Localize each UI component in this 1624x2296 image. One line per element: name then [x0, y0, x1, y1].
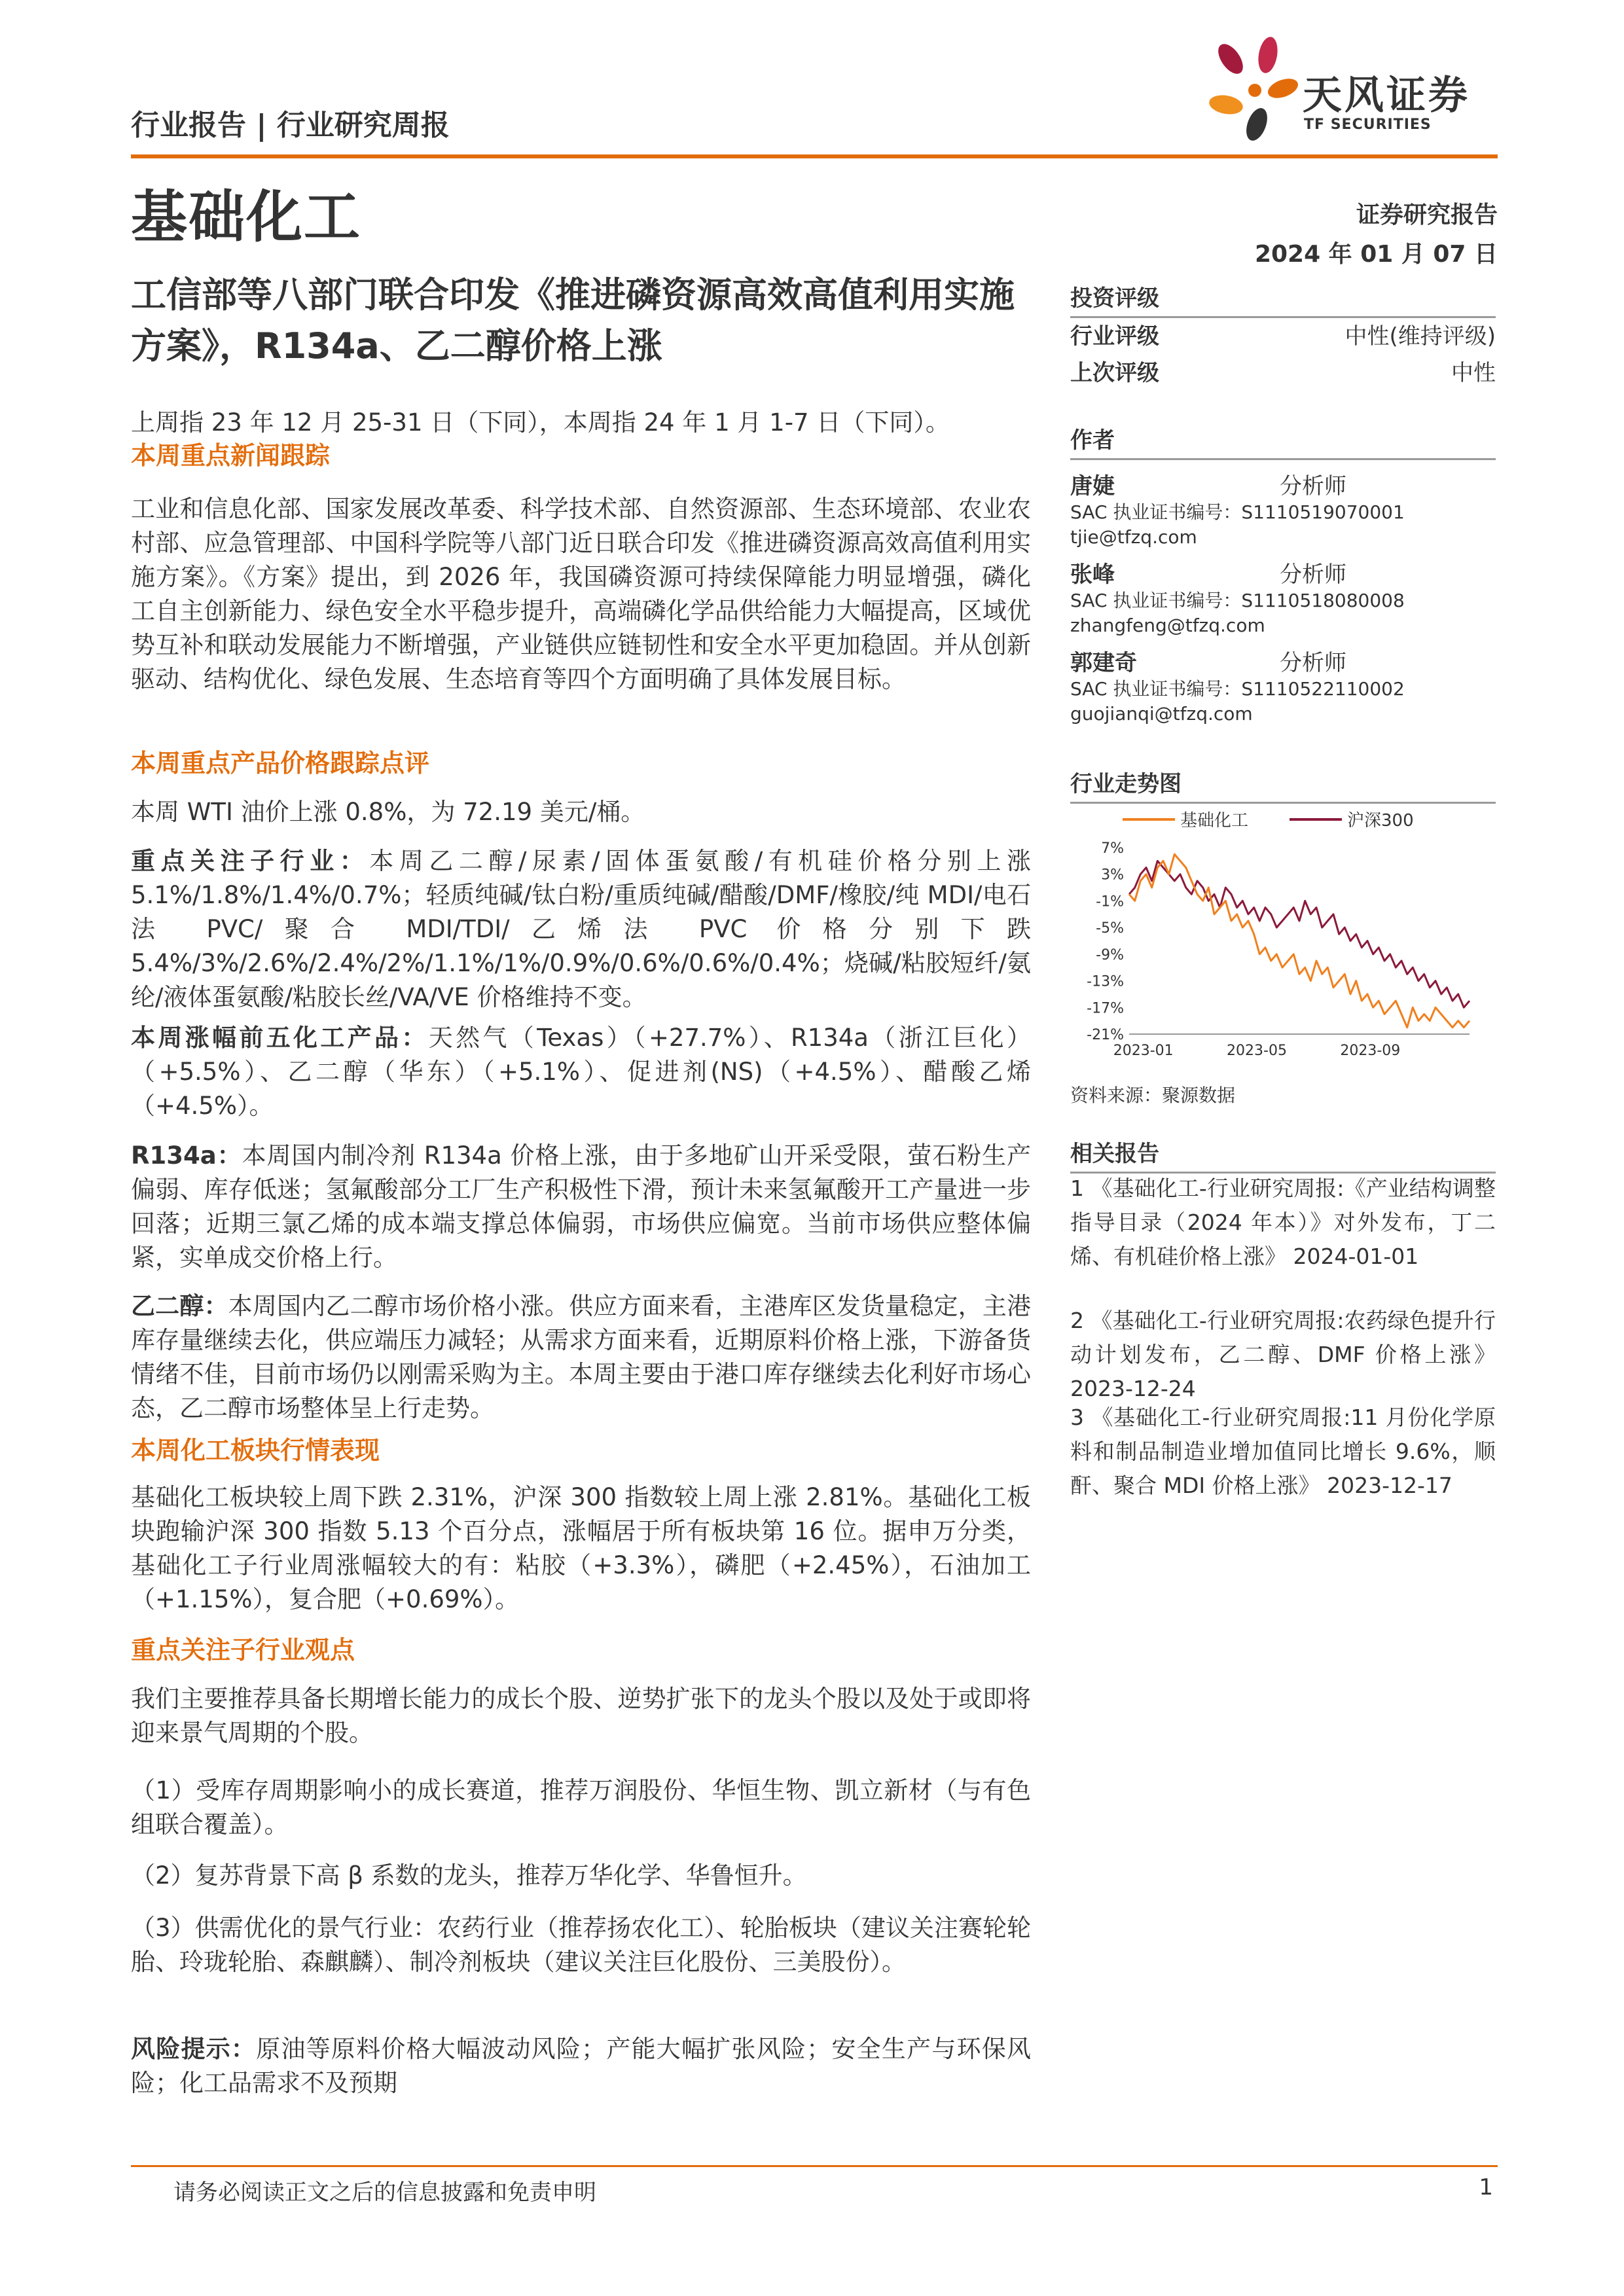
- meg-body: 本周国内乙二醇市场价格小涨。供应方面来看，主港库区发货量稳定，主港库存量继续去化，供应端压力减轻；从需求方面来看，近期原料价格上涨，下游备货情绪不佳，目前市场仍以刚需采购为主。本周主要由于港口库存继续去化利好市场心态，乙二醇市场整体呈上行走势。: [131, 1292, 1032, 1422]
- price-heading: 本周重点产品价格跟踪点评: [131, 749, 430, 778]
- author-role: 分析师: [1280, 562, 1346, 588]
- footer-divider: [131, 2165, 1498, 2167]
- rating-label: 上次评级: [1070, 360, 1159, 386]
- rating-label: 行业评级: [1070, 323, 1159, 350]
- header-divider: [131, 154, 1498, 158]
- market-heading: 本周化工板块行情表现: [131, 1436, 380, 1465]
- y-tick-label: -17%: [1087, 1000, 1124, 1017]
- risk-body: 原油等原料价格大幅波动风险；产能大幅扩张风险；安全生产与环保风险；化工品需求不及预期: [131, 2035, 1032, 2097]
- view-item-3: （3）供需优化的景气行业：农药行业（推荐扬农化工）、轮胎板块（建议关注赛轮轮胎、玲珑轮胎、森麒麟）、制冷剂板块（建议关注巨化股份、三美股份）。: [131, 1914, 1031, 1976]
- related-report-item[interactable]: 3 《基础化工-行业研究周报:11 月份化学原料和制品制造业增加值同比增长 9.6%，顺酐、聚合 MDI 价格上涨》 2023-12-17: [1070, 1405, 1496, 1498]
- industry-trend-chart: [1070, 802, 1496, 1070]
- author-name: 郭建奇: [1070, 650, 1137, 676]
- rating-value: 中性(维持评级): [1344, 323, 1496, 350]
- rating-row: [1070, 355, 1496, 391]
- r134a-body: 本周国内制冷剂 R134a 价格上涨，由于多地矿山开采受限，萤石粉生产偏弱、库存低迷；氢氟酸部分工厂生产积极性下滑，预计未来氢氟酸开工产量进一步回落；近期三氯乙烯的成本端支撑总体偏弱，市场供应偏宽。当前市场供应整体偏紧，实单成交价格上行。: [131, 1141, 1031, 1272]
- x-tick-label: 2023-05: [1227, 1043, 1287, 1059]
- rating-row: [1070, 318, 1496, 355]
- author-email[interactable]: zhangfeng@tfzq.com: [1070, 615, 1265, 636]
- focus-paragraph: [131, 844, 1031, 1014]
- author-role: 分析师: [1280, 473, 1346, 499]
- y-tick-label: -1%: [1096, 893, 1124, 910]
- author-cert: SAC 执业证书编号：S1110519070001: [1070, 501, 1405, 523]
- author-email[interactable]: tjie@tfzq.com: [1070, 526, 1197, 548]
- series-line-chem: [1129, 854, 1470, 1028]
- market-body: 基础化工板块较上周下跌 2.31%，沪深 300 指数较上周上涨 2.81%。基础化工板块跑输沪深 300 指数 5.13 个百分点，涨幅居于所有板块第 16 位。据申万分类，基础化工子行业周涨幅较大的有：粘胶（+3.3%），磷肥（+2.45%），石油加工（+1.15%），复合肥（+0.69%）。: [131, 1483, 1031, 1613]
- top5-paragraph: [131, 1021, 1031, 1123]
- risk-label: 风险提示：: [131, 2035, 257, 2063]
- author-heading: 作者: [1070, 422, 1496, 460]
- y-tick-label: -5%: [1096, 920, 1124, 937]
- sector-title: 基础化工: [131, 185, 361, 250]
- author-name: 张峰: [1070, 562, 1115, 588]
- legend-label-chem: 基础化工: [1180, 811, 1249, 831]
- view-body: 我们主要推荐具备长期增长能力的成长个股、逆势扩张下的龙头个股以及处于或即将迎来景气周期的个股。: [131, 1685, 1031, 1747]
- related-report-item[interactable]: 1 《基础化工-行业研究周报:《产业结构调整指导目录（2024 年本）》对外发布，丁二烯、有机硅价格上涨》 2024-01-01: [1070, 1175, 1496, 1269]
- view-heading: 重点关注子行业观点: [131, 1636, 355, 1664]
- author-cert: SAC 执业证书编号：S1110522110002: [1070, 678, 1405, 700]
- rating-value: 中性: [1451, 360, 1496, 386]
- author-cert: SAC 执业证书编号：S1110518080008: [1070, 590, 1405, 611]
- related-box: [1070, 1136, 1496, 1174]
- trend-box: [1070, 766, 1496, 804]
- report-date: 2024 年 01 月 07 日: [1254, 241, 1498, 268]
- author-role: 分析师: [1280, 650, 1346, 676]
- related-report-item[interactable]: 2 《基础化工-行业研究周报:农药绿色提升行动计划发布，乙二醇、DMF 价格上涨》 2023-12-24: [1070, 1308, 1496, 1401]
- author-box: [1070, 422, 1496, 460]
- meg-paragraph: [131, 1289, 1031, 1426]
- top5-label: 本周涨幅前五化工产品：: [131, 1024, 429, 1052]
- chart-source: 资料来源：聚源数据: [1070, 1085, 1236, 1106]
- news-heading: 本周重点新闻跟踪: [131, 441, 331, 470]
- view-item-2: （2）复苏背景下高 β 系数的龙头，推荐万华化学、华鲁恒升。: [131, 1861, 807, 1890]
- page-number: 1: [1479, 2174, 1493, 2200]
- wti-text: 本周 WTI 油价上涨 0.8%，为 72.19 美元/桶。: [131, 798, 645, 826]
- logo-english-text: TF SECURITIES: [1304, 117, 1432, 133]
- footer-disclaimer: 请务必阅读正文之后的信息披露和免责申明: [173, 2179, 596, 2206]
- top5-body: 天然气（Texas）（+27.7%）、R134a（浙江巨化）（+5.5%）、乙二醇（华东）（+5.1%）、促进剂(NS)（+4.5%）、醋酸乙烯（+4.5%）。: [131, 1024, 1032, 1120]
- series-line-hs300: [1129, 861, 1470, 1007]
- report-type: 行业报告 | 行业研究周报: [131, 109, 450, 142]
- intro-text: 上周指 23 年 12 月 25-31 日（下同），本周指 24 年 1 月 1-7 日（下同）。: [131, 408, 950, 437]
- legend-label-hs300: 沪深300: [1347, 811, 1414, 831]
- x-tick-label: 2023-09: [1340, 1043, 1401, 1059]
- report-title: 工信部等八部门联合印发《推进磷资源高效高值利用实施方案》，R134a、乙二醇价格上涨: [131, 274, 1015, 367]
- meg-label: 乙二醇：: [131, 1292, 228, 1320]
- x-tick-label: 2023-01: [1113, 1043, 1174, 1059]
- y-tick-label: -21%: [1087, 1027, 1124, 1043]
- author-entry: [1070, 468, 1496, 550]
- author-name: 唐婕: [1070, 473, 1115, 499]
- y-tick-label: 7%: [1101, 840, 1124, 857]
- y-tick-label: -13%: [1087, 973, 1124, 990]
- news-body: 工业和信息化部、国家发展改革委、科学技术部、自然资源部、生态环境部、农业农村部、应急管理部、中国科学院等八部门近日联合印发《推进磷资源高效高值利用实施方案》。《方案》提出，到 2026 年，我国磷资源可持续保障能力明显增强，磷化工自主创新能力、绿色安全水平稳步提升，高端磷化学品供给能力大幅提高，区域优势互补和联动发展能力不断增强，产业链供应链韧性和安全水平更加稳固。并从创新驱动、结构优化、绿色发展、生态培育等四个方面明确了具体发展目标。: [131, 495, 1031, 693]
- author-email[interactable]: guojianqi@tfzq.com: [1070, 703, 1253, 725]
- focus-label: 重点关注子行业：: [131, 847, 370, 875]
- document-type: 证券研究报告: [1356, 202, 1498, 228]
- rating-box: [1070, 280, 1496, 391]
- related-heading: 相关报告: [1070, 1136, 1496, 1174]
- r134a-paragraph: [131, 1139, 1031, 1275]
- view-item-1: （1）受库存周期影响小的成长赛道，推荐万润股份、华恒生物、凯立新材（与有色组联合覆盖）。: [131, 1776, 1031, 1839]
- author-entry: [1070, 645, 1496, 726]
- r134a-label: R134a：: [131, 1141, 242, 1170]
- y-tick-label: -9%: [1096, 946, 1124, 963]
- focus-body: 本周乙二醇/尿素/固体蛋氨酸/有机硅价格分别上涨 5.1%/1.8%/1.4%/0.7%；轻质纯碱/钛白粉/重质纯碱/醋酸/DMF/橡胶/纯 MDI/电石法 PVC/聚合 MDI/TDI/乙烯法 PVC 价格分别下跌 5.4%/3%/2.6%/2.4%/2%/1.1%/1%/0.9%/0.6%/0.6%/0.4%；烧碱/粘胶短纤/氨纶/液体蛋氨酸/粘胶长丝/VA/VE 价格维持不变。: [131, 847, 1032, 1011]
- author-entry: [1070, 556, 1496, 638]
- risk-paragraph: [131, 2032, 1031, 2100]
- rating-heading: 投资评级: [1070, 280, 1496, 318]
- chart-legend: [1123, 811, 1414, 831]
- logo-text: 天风证券: [1303, 73, 1470, 118]
- y-tick-label: 3%: [1101, 867, 1124, 884]
- trend-heading: 行业走势图: [1070, 766, 1496, 804]
